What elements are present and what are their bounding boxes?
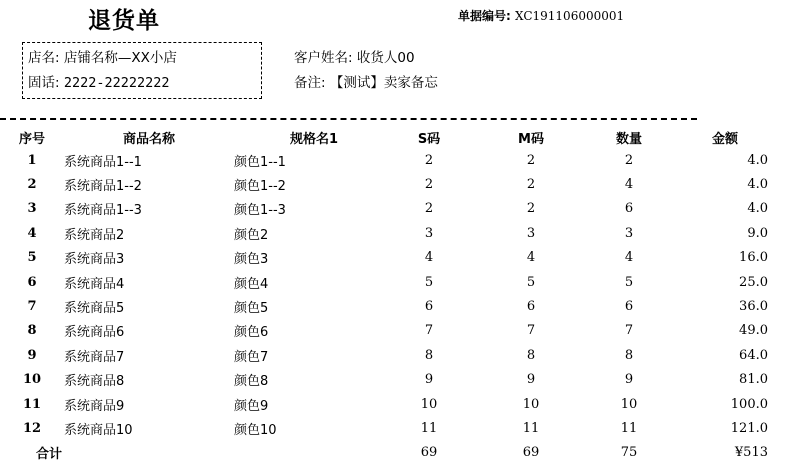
row-spec: 颜色7 bbox=[234, 349, 269, 365]
row-s-size: 11 bbox=[420, 420, 438, 436]
row-product-name: 系统商品2 bbox=[64, 227, 125, 243]
table-row bbox=[0, 246, 790, 270]
row-amount: 121.0 bbox=[730, 420, 768, 436]
row-quantity: 5 bbox=[624, 274, 634, 290]
row-quantity: 11 bbox=[620, 420, 638, 436]
row-s-size: 2 bbox=[424, 177, 434, 193]
row-m-size: 4 bbox=[526, 250, 536, 266]
row-quantity: 4 bbox=[624, 250, 634, 266]
row-spec: 颜色4 bbox=[234, 276, 269, 292]
customer-label: 客户姓名: bbox=[294, 50, 353, 66]
total-row bbox=[0, 441, 790, 465]
row-product-name: 系统商品9 bbox=[64, 398, 125, 414]
col-header-index: 序号 bbox=[18, 131, 45, 147]
row-index: 8 bbox=[27, 323, 37, 339]
row-index: 12 bbox=[22, 420, 42, 436]
customer-value: 收货人00 bbox=[356, 50, 415, 66]
col-header-amount: 金额 bbox=[711, 131, 738, 147]
row-s-size: 2 bbox=[424, 152, 434, 168]
row-amount: 4.0 bbox=[747, 201, 768, 217]
table-row bbox=[0, 368, 790, 392]
col-header-quantity: 数量 bbox=[615, 131, 642, 147]
row-spec: 颜色1--3 bbox=[234, 203, 286, 219]
row-quantity: 6 bbox=[624, 299, 634, 315]
doc-number bbox=[458, 7, 624, 24]
doc-number-label: 单据编号: bbox=[458, 9, 511, 23]
row-s-size: 3 bbox=[424, 225, 434, 241]
row-spec: 颜色6 bbox=[234, 325, 269, 341]
shop-name-line bbox=[28, 46, 177, 66]
row-s-size: 4 bbox=[424, 250, 434, 266]
row-index: 7 bbox=[27, 299, 37, 315]
shop-name-label: 店名: bbox=[28, 50, 60, 66]
row-m-size: 11 bbox=[522, 420, 540, 436]
total-s-size: 69 bbox=[420, 445, 438, 461]
row-m-size: 8 bbox=[526, 347, 536, 363]
phone-label: 固话: bbox=[28, 75, 60, 91]
row-index: 9 bbox=[27, 347, 37, 363]
row-m-size: 3 bbox=[526, 225, 536, 241]
row-m-size: 9 bbox=[526, 372, 536, 388]
note-value: 【测试】卖家备忘 bbox=[329, 75, 438, 91]
items-table bbox=[0, 126, 790, 465]
row-product-name: 系统商品4 bbox=[64, 276, 125, 292]
row-index: 3 bbox=[27, 201, 37, 217]
row-quantity: 8 bbox=[624, 347, 634, 363]
row-amount: 25.0 bbox=[739, 274, 768, 290]
row-quantity: 10 bbox=[620, 396, 638, 412]
row-quantity: 3 bbox=[624, 225, 634, 241]
row-amount: 4.0 bbox=[747, 177, 768, 193]
row-index: 6 bbox=[27, 274, 37, 290]
row-s-size: 7 bbox=[424, 323, 434, 339]
row-amount: 9.0 bbox=[747, 225, 768, 241]
row-product-name: 系统商品5 bbox=[64, 301, 125, 317]
shop-name-value: 店铺名称—XX小店 bbox=[63, 50, 177, 66]
row-product-name: 系统商品1--3 bbox=[64, 203, 142, 219]
document-title: 退货单 bbox=[88, 8, 160, 34]
row-index: 11 bbox=[22, 396, 42, 412]
row-m-size: 2 bbox=[526, 201, 536, 217]
row-m-size: 10 bbox=[522, 396, 540, 412]
col-header-name: 商品名称 bbox=[122, 131, 175, 147]
table-row bbox=[0, 221, 790, 245]
row-index: 1 bbox=[27, 152, 37, 168]
table-row bbox=[0, 343, 790, 367]
row-quantity: 6 bbox=[624, 201, 634, 217]
table-row bbox=[0, 392, 790, 416]
row-product-name: 系统商品10 bbox=[64, 422, 133, 438]
row-s-size: 8 bbox=[424, 347, 434, 363]
row-product-name: 系统商品6 bbox=[64, 325, 125, 341]
row-product-name: 系统商品1--1 bbox=[64, 154, 142, 170]
phone-line bbox=[28, 71, 170, 91]
col-header-m-size: M码 bbox=[518, 131, 544, 147]
table-header-row bbox=[0, 126, 790, 148]
row-m-size: 6 bbox=[526, 299, 536, 315]
row-spec: 颜色5 bbox=[234, 301, 269, 317]
row-product-name: 系统商品3 bbox=[64, 252, 125, 268]
table-row bbox=[0, 416, 790, 440]
table-row bbox=[0, 172, 790, 196]
row-s-size: 9 bbox=[424, 372, 434, 388]
row-amount: 81.0 bbox=[739, 372, 768, 388]
total-label: 合计 bbox=[36, 447, 63, 463]
row-spec: 颜色3 bbox=[234, 252, 269, 268]
row-m-size: 2 bbox=[526, 152, 536, 168]
total-amount: ¥513 bbox=[734, 445, 768, 461]
row-quantity: 7 bbox=[624, 323, 634, 339]
row-amount: 36.0 bbox=[739, 299, 768, 315]
row-s-size: 2 bbox=[424, 201, 434, 217]
note-line bbox=[294, 71, 438, 91]
row-product-name: 系统商品8 bbox=[64, 374, 125, 390]
row-quantity: 9 bbox=[624, 372, 634, 388]
row-index: 2 bbox=[27, 177, 37, 193]
row-amount: 16.0 bbox=[739, 250, 768, 266]
row-m-size: 5 bbox=[526, 274, 536, 290]
table-row bbox=[0, 197, 790, 221]
row-spec: 颜色1--2 bbox=[234, 179, 286, 195]
row-s-size: 5 bbox=[424, 274, 434, 290]
col-header-s-size: S码 bbox=[417, 131, 441, 147]
table-row bbox=[0, 148, 790, 172]
row-m-size: 2 bbox=[526, 177, 536, 193]
customer-line bbox=[294, 46, 415, 66]
row-amount: 49.0 bbox=[739, 323, 768, 339]
total-m-size: 69 bbox=[522, 445, 540, 461]
row-spec: 颜色10 bbox=[234, 422, 277, 438]
row-quantity: 2 bbox=[624, 152, 634, 168]
row-s-size: 10 bbox=[420, 396, 438, 412]
row-index: 4 bbox=[27, 225, 37, 241]
row-product-name: 系统商品7 bbox=[64, 349, 125, 365]
row-spec: 颜色1--1 bbox=[234, 154, 286, 170]
row-spec: 颜色8 bbox=[234, 374, 269, 390]
row-index: 5 bbox=[27, 250, 37, 266]
doc-number-value: XC191106000001 bbox=[515, 9, 625, 23]
dashed-separator bbox=[0, 118, 697, 120]
row-m-size: 7 bbox=[526, 323, 536, 339]
row-quantity: 4 bbox=[624, 177, 634, 193]
table-row bbox=[0, 319, 790, 343]
table-row bbox=[0, 270, 790, 294]
row-amount: 4.0 bbox=[747, 152, 768, 168]
row-spec: 颜色2 bbox=[234, 227, 269, 243]
table-row bbox=[0, 294, 790, 318]
note-label: 备注: bbox=[294, 75, 326, 91]
row-amount: 64.0 bbox=[739, 347, 768, 363]
col-header-spec: 规格名1 bbox=[289, 131, 339, 147]
row-index: 10 bbox=[22, 372, 42, 388]
row-spec: 颜色9 bbox=[234, 398, 269, 414]
phone-value: 2222-22222222 bbox=[63, 75, 170, 91]
row-s-size: 6 bbox=[424, 299, 434, 315]
row-product-name: 系统商品1--2 bbox=[64, 179, 142, 195]
total-quantity: 75 bbox=[620, 445, 638, 461]
row-amount: 100.0 bbox=[730, 396, 768, 412]
